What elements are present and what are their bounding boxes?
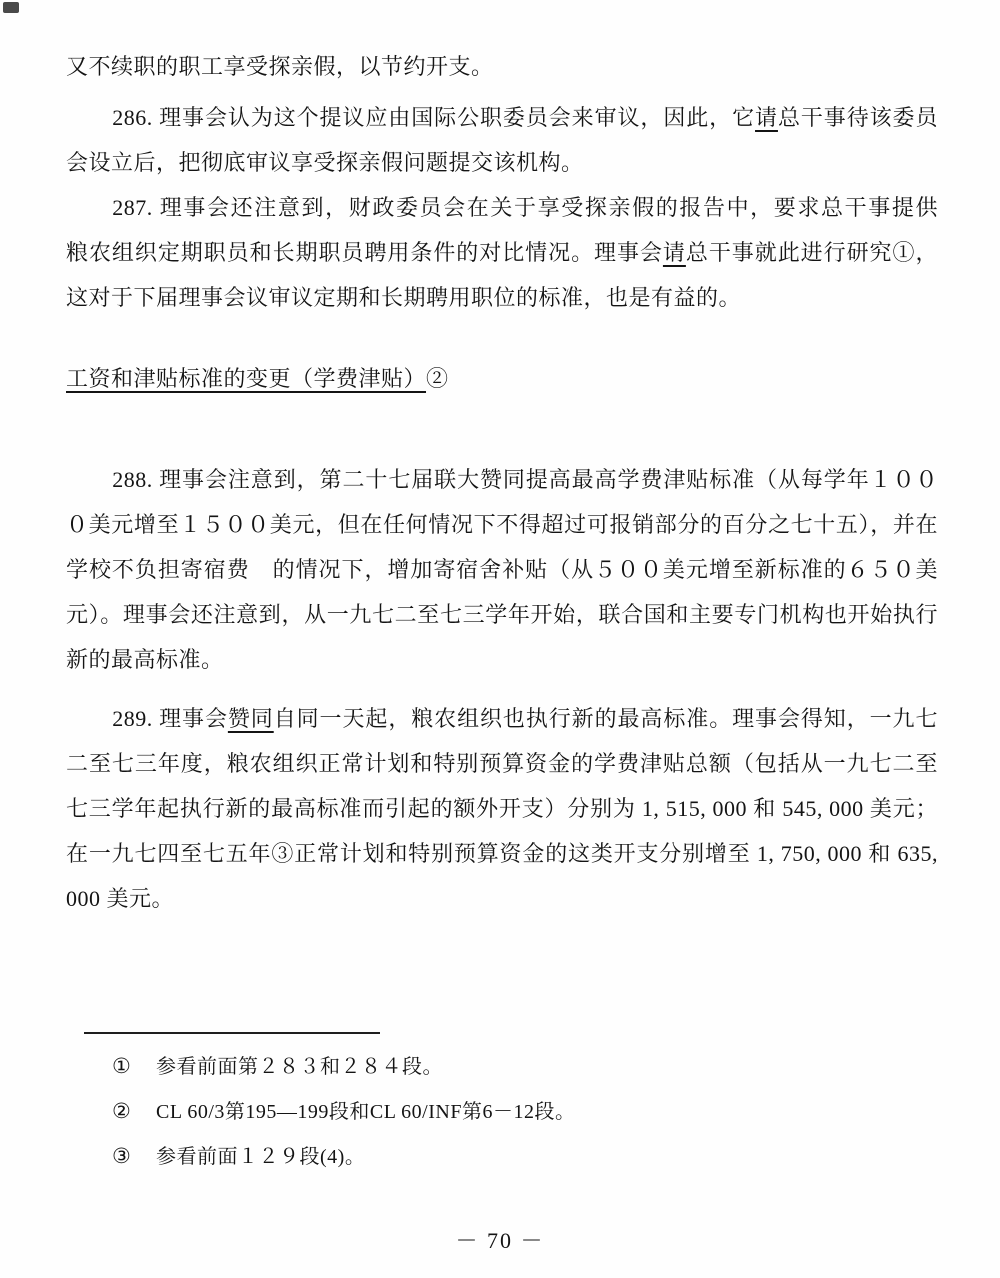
- document-body: [66, 44, 984, 921]
- text-segment: 287. 理事会还注意到，财政委员会在关于享受探亲假的报告中，要求总干事提供 粮农组织定期职员和长期职员聘用条件的对比情况。理事会: [66, 195, 984, 265]
- footnote-marker: ③: [112, 1144, 132, 1168]
- footnote-item: [84, 1089, 944, 1134]
- footnote-text: CL 60/3第195—199段和CL 60/INF第6－12段。: [156, 1101, 576, 1123]
- page-number: － 70 －: [455, 1228, 545, 1253]
- section-heading: [66, 356, 938, 401]
- para-287: [66, 185, 984, 320]
- para-289: [66, 696, 938, 921]
- text-segment: ②: [426, 366, 449, 391]
- text-segment: 总干事就此进行研究①，这对于下届理事会议审议定期和长期聘用职位的标准，也是有益的。: [66, 240, 938, 310]
- footnote-text: 参看前面第２８３和２８４段。: [156, 1056, 443, 1078]
- footnote-text: 参看前面１２９段(4)。: [156, 1146, 366, 1168]
- footnote-divider: [84, 1032, 380, 1034]
- emphasized-text: 工资和津贴标准的变更（学费津贴）: [66, 366, 427, 391]
- text-segment: 总干事待该委员会设立后，把彻底审议享受探亲假问题提交该机构。: [66, 105, 938, 175]
- footnote-list: [84, 1044, 944, 1179]
- emphasized-text: 请: [662, 240, 686, 265]
- text-segment: 又不续职的职工享受探亲假，以节约开支。: [66, 54, 494, 79]
- para-288: [66, 457, 938, 682]
- para-286: [66, 95, 938, 185]
- text-segment: 286. 理事会认为这个提议应由国际公职委员会来审议，因此，它: [112, 105, 756, 130]
- footnote-item: [84, 1134, 944, 1179]
- footnote-marker: ②: [112, 1099, 132, 1123]
- footnotes-section: [84, 1032, 944, 1179]
- para-continuation: [66, 44, 938, 89]
- footnote-item: [84, 1044, 944, 1089]
- text-segment: 288. 理事会注意到，第二十七届联大赞同提高最高学费津贴标准（从每学年１０００美元增至１５００美元，但在任何情况下不得超过可报销部分的百分之七十五），并在学校不负担寄宿费 的情况下，增加寄宿舍补贴（从５００美元增至新标准的６５０美元）。理事会还注意到，从一九七二至七三学年开始，联合国和主要专门机构也开始执行新的最高标准。: [66, 467, 938, 672]
- emphasized-text: 请: [755, 105, 778, 130]
- emphasized-text: 赞同: [227, 706, 274, 731]
- text-segment: 289. 理事会: [112, 706, 228, 731]
- scan-artifact: [3, 2, 19, 13]
- text-segment: 自同一天起，粮农组织也执行新的最高标准。理事会得知，一九七二至七三年度，粮农组织正常计划和特别预算资金的学费津贴总额（包括从一九七二至七三学年起执行新的最高标准而引起的额外开支）分别为 1, 515, 000 和 545, 000 美元；在一九七四至七五年③正常计划和特别预算资金的这类开支分别增至 1, 750, 000 和 635, 000 美元。: [66, 706, 938, 911]
- footnote-marker: ①: [112, 1054, 132, 1078]
